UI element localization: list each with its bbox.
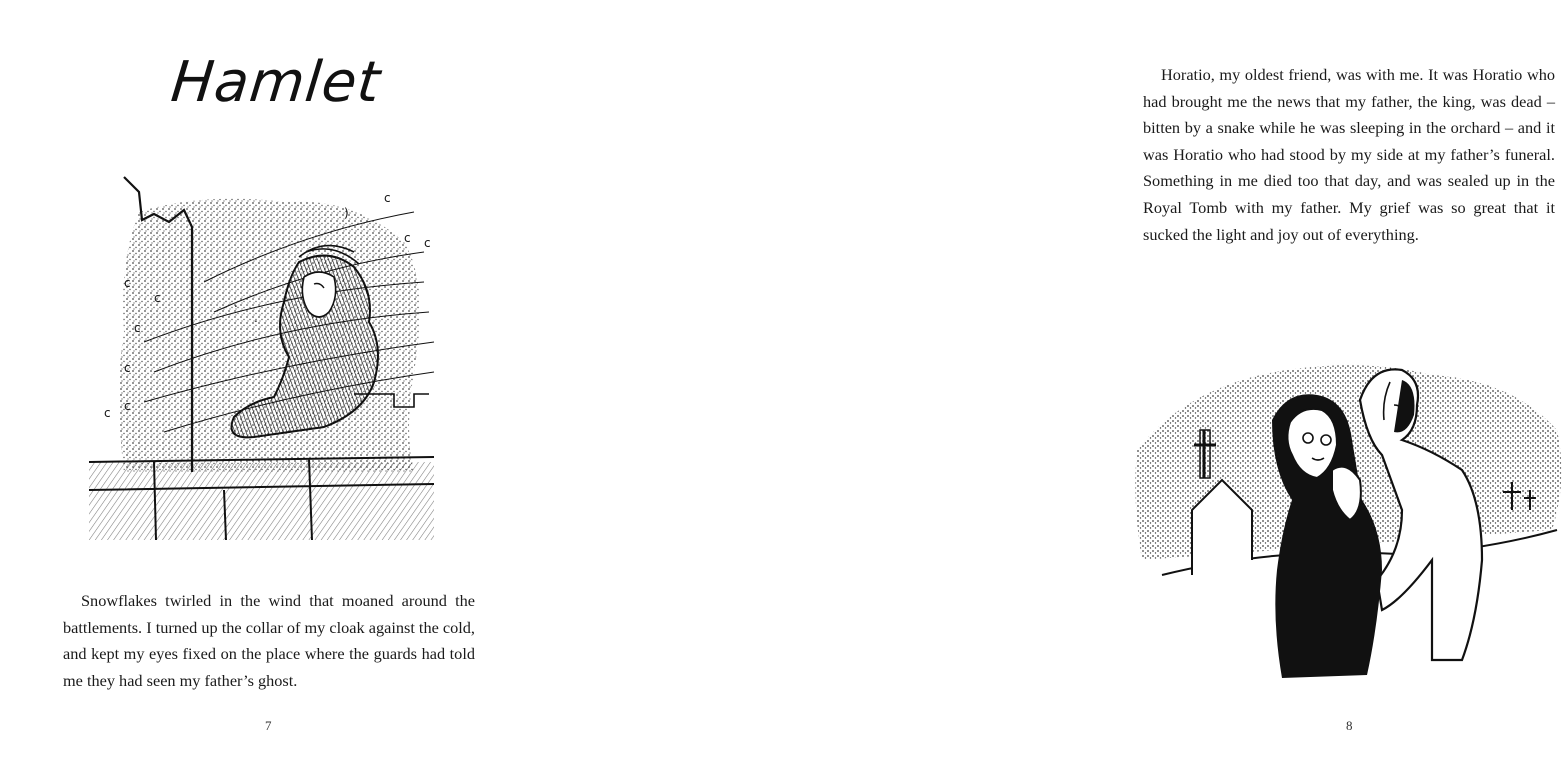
right-paragraph: Horatio, my oldest friend, was with me. It was Horatio who had brought me the news that my father, the king, was dead – bitten by a snake while he was sleeping in the orchard – and it was Horatio who had stood by my side at my father’s funeral. Something in me died too that day, and was sealed up in the Royal Tomb with my father. My grief was so great that it sucked the light and joy out of everything. [1143, 65, 1555, 244]
svg-text:.: . [234, 296, 238, 310]
ghost-on-battlements-illustration [84, 172, 444, 544]
page-number-right: 8 [1346, 718, 1353, 733]
right-page [540, 0, 1555, 767]
svg-text:c: c [154, 291, 161, 305]
left-paragraph: Snowflakes twirled in the wind that moaned around the battlements. I turned up the collar of my cloak against the cold, and kept my eyes fixed on the place where the guards had told me they had seen my father’s ghost. [63, 591, 475, 690]
svg-text:c: c [134, 321, 141, 335]
svg-text:.: . [254, 311, 258, 325]
svg-text:c: c [124, 276, 131, 290]
svg-text:c: c [104, 406, 111, 420]
svg-text:c: c [404, 231, 411, 245]
svg-text:): ) [344, 206, 349, 220]
left-page [0, 0, 540, 767]
svg-text:c: c [384, 191, 391, 205]
svg-text:c: c [124, 399, 131, 413]
page-number-left: 7 [265, 718, 272, 733]
hamlet-and-horatio-illustration [1132, 360, 1568, 682]
svg-text:c: c [124, 361, 131, 375]
chapter-title: Hamlet [168, 50, 384, 115]
svg-text:c: c [424, 236, 431, 250]
